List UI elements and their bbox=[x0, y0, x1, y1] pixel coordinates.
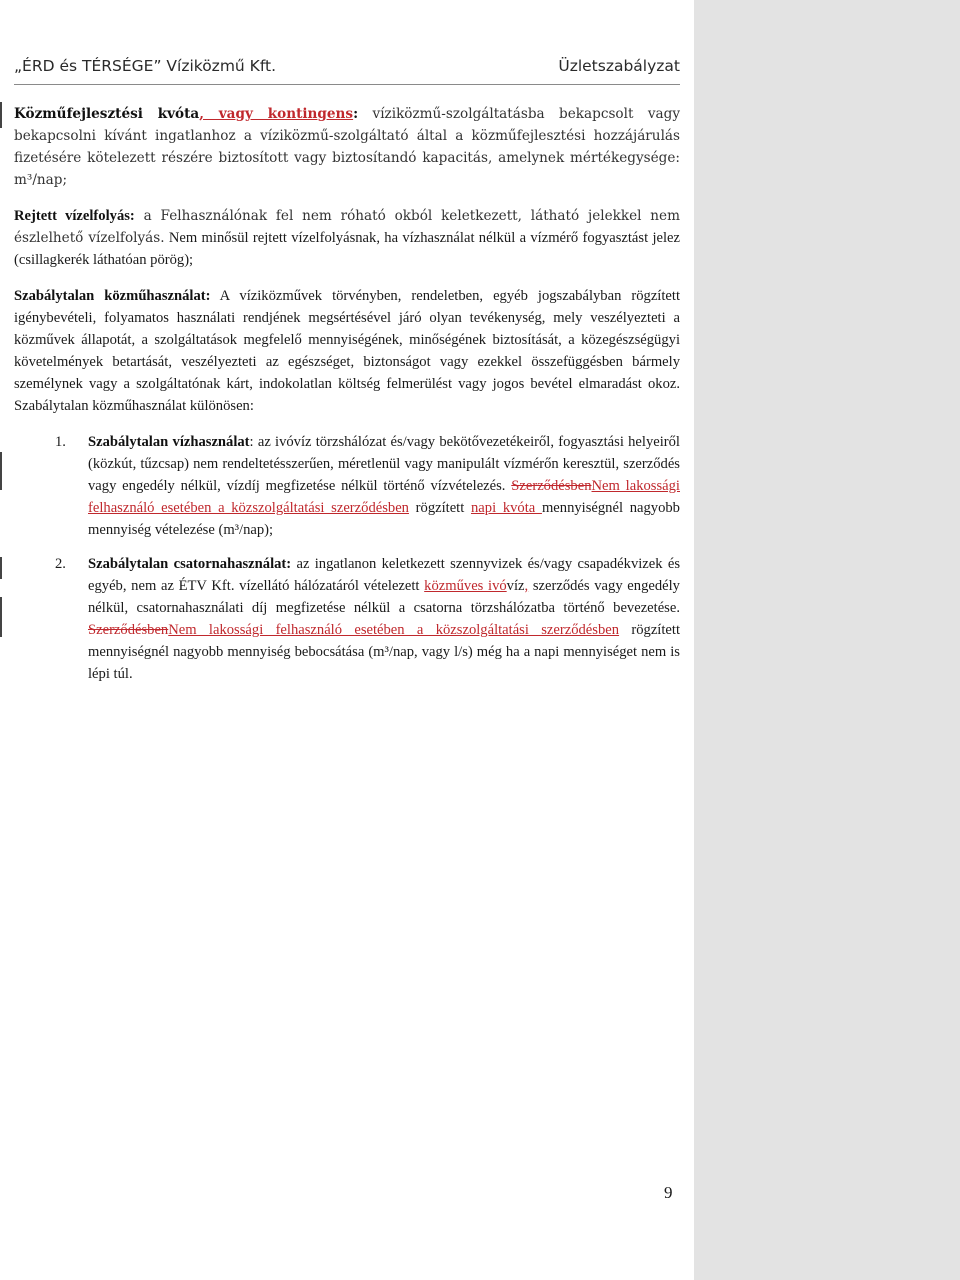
definition-text: víziközmű-szolgáltatásba bekapcsolt vagy bekapcsolni kívánt ingatlanhoz a víziközmű-szolgáltató által a közműfejlesztési hozzájárulás fizetésére kötelezett részére biztosított vagy biztosítandó kapacitás, amelynek mértékegysége: m³/nap; bbox=[14, 106, 680, 188]
item-text: rögzített bbox=[408, 500, 471, 516]
term-szabalytalan: Szabálytalan közműhasználat: bbox=[14, 288, 211, 304]
list-item bbox=[14, 553, 680, 685]
change-bar bbox=[0, 102, 2, 128]
item-text: víz bbox=[506, 578, 525, 594]
item-text: : az ivóvíz törzshálózat és/vagy bekötővezetékeiről, fogyasztási helyeiről (közkút, tűzcsap) nem rendeltetésszerűen, méretlenül vagy manipulált vízmérőn keresztül, szerződés vagy engedély nélkül, vízdíj megfizetése nélkül történő vízvételezés. bbox=[88, 434, 680, 494]
inserted-text: napi kvóta bbox=[471, 500, 542, 516]
definition-text: A víziközművek törvényben, rendeletben, egyéb jogszabályban rögzített igénybevételi, folyamatos használati rendjének megsértésével járó olyan tevékenység, mely veszélyezteti a közművek állapotát, a szolgáltatások megfelelő mennyiségének, minőségének biztosítását, a közegészségügyi követelmények betartását, veszélyezteti az egészséget, biztonságot vagy ezekkel összefüggésben bármely személynek vagy a szolgáltatónak kárt, indokolatlan költség felmerülést vagy jogos bevétel elmaradást okoz. Szabálytalan közműhasználat különösen: bbox=[14, 288, 680, 414]
definition-rejtett bbox=[14, 205, 680, 271]
page-header bbox=[14, 57, 680, 83]
list-number: 1. bbox=[55, 434, 66, 450]
page-number: 9 bbox=[664, 1183, 673, 1202]
item-text: az ingatlanon keletkezett szennyvizek és/vagy csapadékvizek és egyéb, nem az ÉTV Kft. vízellátó hálózatáról vételezett bbox=[88, 556, 681, 594]
list-item bbox=[14, 431, 680, 541]
term-kvota: Közműfejlesztési kvóta bbox=[14, 106, 200, 122]
deleted-text: Szerződésben bbox=[511, 478, 592, 494]
term-csatornahasznalat: Szabálytalan csatornahasználat: bbox=[88, 556, 292, 572]
change-bar bbox=[0, 557, 2, 579]
numbered-list bbox=[14, 431, 680, 685]
comment-pane bbox=[694, 0, 960, 1280]
change-bar bbox=[0, 452, 2, 490]
item-text: szerződés vagy engedély nélkül, csatornahasználati díj megfizetése nélkül a csatorna törzshálózatba történő bevezetése. bbox=[88, 578, 680, 616]
definition-text: a Felhasználónak fel nem róható okból keletkezett, látható jelekkel nem észlelhető vízelfolyás. bbox=[14, 208, 680, 246]
header-title: Üzletszabályzat bbox=[558, 57, 680, 75]
term-vizhasznalat: Szabálytalan vízhasználat bbox=[88, 434, 250, 450]
header-company: „ÉRD és TÉRSÉGE” Víziközmű Kft. bbox=[14, 57, 277, 75]
inserted-text: Nem lakossági felhasználó esetében a közszolgáltatási szerződésben bbox=[168, 622, 620, 638]
list-number: 2. bbox=[55, 556, 66, 572]
change-bar bbox=[0, 597, 2, 637]
inserted-text: Nem lakossági felhasználó esetében a közszolgáltatási szerződésben bbox=[88, 478, 680, 516]
item-text: mennyiségnél nagyobb mennyiség vételezése (m³/nap); bbox=[88, 500, 680, 538]
definition-text: Nem minősül rejtett vízelfolyásnak, ha vízhasználat nélkül a vízmérő fogyasztást jelez (csillagkerék láthatóan pörög); bbox=[14, 230, 680, 268]
term-rejtett: Rejtett vízelfolyás: bbox=[14, 208, 135, 224]
inserted-text: , bbox=[524, 578, 529, 594]
inserted-text: közműves ivó bbox=[424, 578, 507, 594]
definition-szabalytalan bbox=[14, 285, 680, 417]
document-body bbox=[14, 103, 680, 697]
term-colon: : bbox=[353, 106, 359, 122]
deleted-text: Szerződésben bbox=[88, 622, 169, 638]
inserted-text: , vagy kontingens bbox=[199, 106, 354, 122]
definition-kvota bbox=[14, 103, 680, 191]
header-rule bbox=[14, 84, 680, 85]
item-text: rögzített mennyiségnél nagyobb mennyiség bebocsátása (m³/nap, vagy l/s) még ha a napi mennyiséget nem is lépi túl. bbox=[88, 622, 681, 682]
